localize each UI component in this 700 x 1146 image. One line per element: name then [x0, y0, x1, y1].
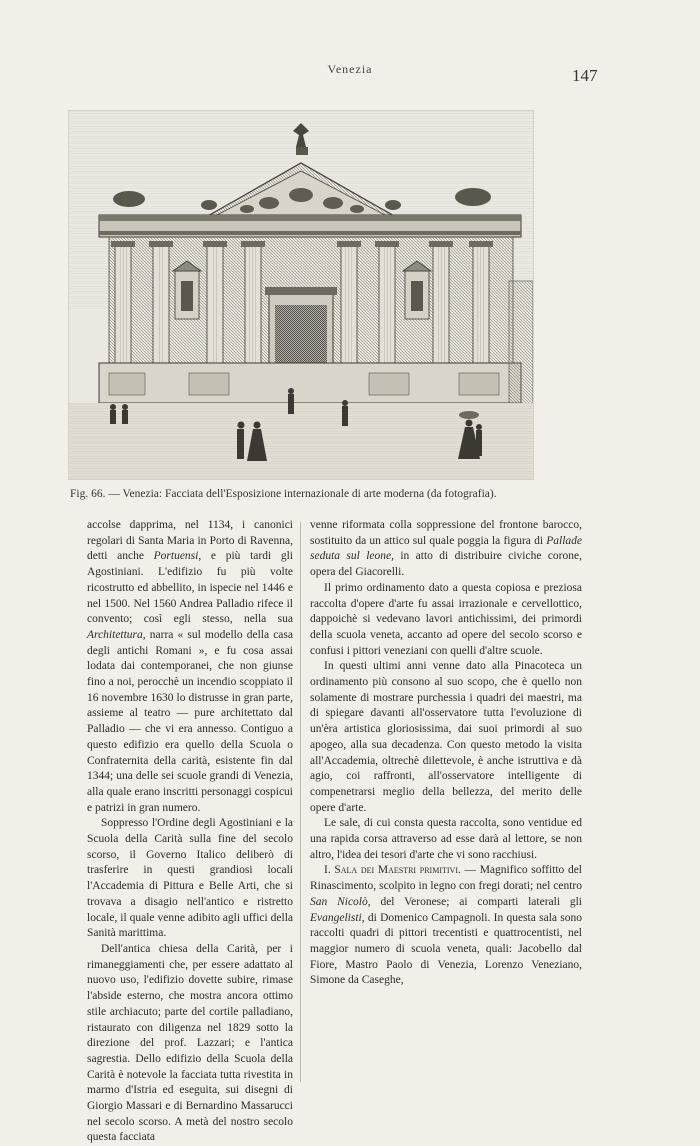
- left-paragraph-3: Dell'antica chiesa della Carità, per i rimaneggiamenti che, per essere adattato al nuovo uso, l'edifizio dovette subire, rimase l'abside esterno, che mostra ancora ottimo stile archiacuto; parte del cortile palladiano, ristaurato con diligenza nel 1829 sotto la direzione del prof. Lazzari; e l'antica sagrestia. Dello edifizio della Scuola della Carità è notevole la facciata tutta rivestita in marmo d'Istria ed eseguita, sui disegni di Giorgio Massari e di Bernardino Massarucci nel secolo scorso. A metà del nostro secolo questa facciata: [87, 942, 293, 1144]
- left-paragraph-2: Soppresso l'Ordine degli Agostiniani e la Scuola della Carità sulla fine del secolo scorso, il Governo Italico deliberò di trasferire in questi grandiosi locali l'Accademia di Pittura e Belle Arti, che si trovava a disagio nell'antico e ristretto locale, il quale venne adibito agli uffici della Sanità marittima.: [87, 817, 293, 940]
- right-paragraph-3: In questi ultimi anni venne dato alla Pinacoteca un ordinamento più consono al suo scopo, che è quello non solamente di mostrare purchessia i quadri dei maestri, ma di spiegare davanti all'osservatore tutta l'evoluzione di un'èra artistica gloriosissima, dai suoi primordi al suo apogeo, alla sua decadenza. Con questo metodo la visita all'Accademia, oltrechè dilettevole, è anche istruttiva e dà agio, coi raffronti, all'osservatore intelligente di compenetrarsi meglio della bellezza, del merito delle opere d'arte.: [310, 660, 582, 814]
- right-paragraph-5: I. Sala dei Maestri primitivi. — Magnifico soffitto del Rinascimento, scolpito in legno con fregi dorati; nel centro San Nicolò, del Veronese; ai comparti laterali gli Evangelisti, di Domenico Campagnoli. In questa sala sono raccolti quadri di pittori trecentisti e quattrocentisti, nel maggior numero di scuola veneta, quali: Jacobello dal Fiore, Mastro Paolo di Venezia, Lorenzo Veneziano, Simone da Caseghe,: [310, 864, 583, 987]
- caption-label: Fig. 66. —: [70, 488, 120, 500]
- column-divider: [300, 522, 301, 1082]
- left-paragraph-1: accolse dapprima, nel 1134, i canonici regolari di Santa Maria in Porto di Ravenna, detti anche Portuensi, e più tardi gli Agostiniani. L'edifizio fu più volte ricostrutto ed abbellito, in ispecie nel 1446 e nel 1500. Nel 1560 Andrea Palladio rifece il convento; così egli stesso, nella sua Architettura, narra « sul modello della casa degli antichi Romani », e fu cosa assai lodata dai contemporanei, che non giunse fino a noi, perocchè un incendio scoppiato il 16 novembre 1630 lo distrusse in gran parte, assieme al teatro — pure architettato dal Palladio — che vi era annesso. Contiguo a questo edifizio era quello della Scuola o Confraternita della carità, esistente fin dal 1344; una delle sei scuole grandi di Venezia, alla quale erano inscritti personaggi cospicui e patrizi in gran numero.: [87, 519, 293, 814]
- figure-caption: [70, 488, 670, 500]
- right-column: [310, 518, 582, 989]
- right-paragraph-1: venne riformata colla soppressione del frontone barocco, sostituito da un attico sul quale poggia la figura di Pallade seduta sul leone, in atto di distribuire civiche corone, opera del Giacorelli.: [310, 519, 582, 579]
- running-head: Venezia: [327, 62, 373, 76]
- left-column: [87, 518, 293, 1146]
- page-number: 147: [572, 66, 598, 85]
- engraving-illustration: [68, 110, 534, 480]
- caption-text: Venezia: Facciata dell'Esposizione internazionale di arte moderna (da fotografia).: [122, 488, 497, 500]
- right-paragraph-2: Il primo ordinamento dato a questa copiosa e preziosa raccolta d'opere d'arte fu assai irrazionale e cervellottico, dappoichè si vedevano lavori antichissimi, dei primordi della scuola veneta, accanto ad opere del secolo scorso e confusi i pittori veneziani con quelli d'altre scuole.: [310, 581, 582, 657]
- right-paragraph-4: Le sale, di cui consta questa raccolta, sono ventidue ed una rapida corsa attraverso ad esse darà al lettore, se non altro, l'idea dei tesori d'arte che vi sono racchiusi.: [310, 817, 582, 861]
